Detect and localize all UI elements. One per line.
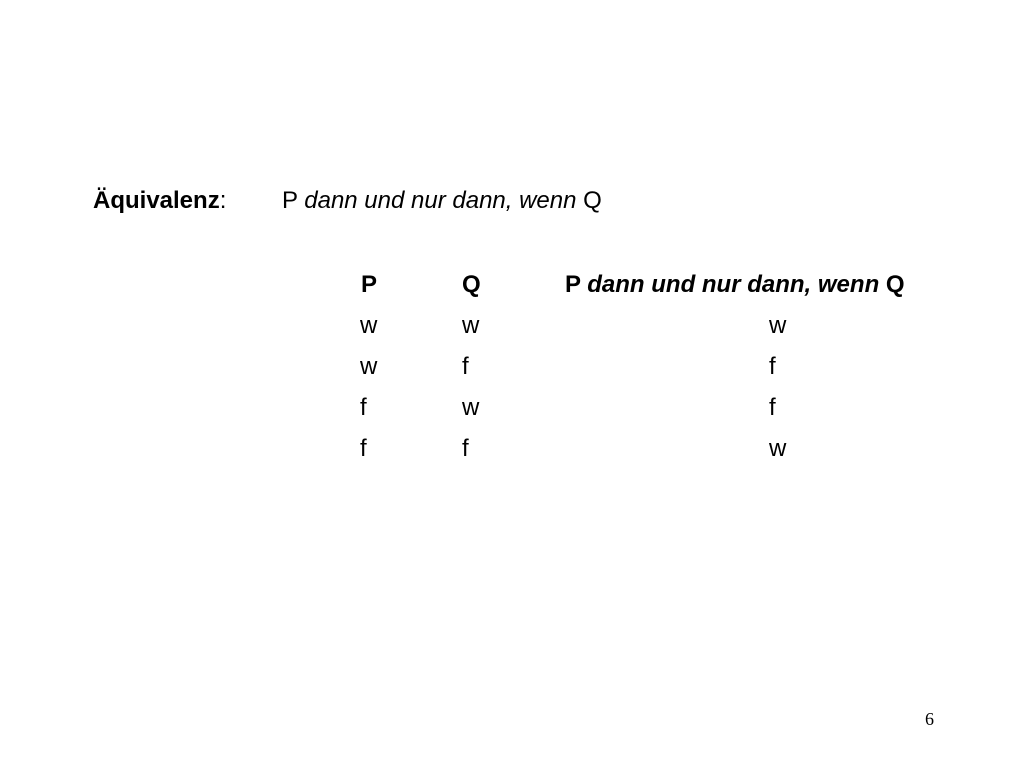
term-colon: : <box>219 187 227 214</box>
header-result-connective: dann und nur dann, wenn <box>587 271 880 298</box>
table-row-4-result: w <box>769 435 787 462</box>
header-result <box>565 270 905 300</box>
table-row-2-result: f <box>769 353 776 380</box>
slide-number: 6 <box>925 709 934 729</box>
header-p: P <box>361 271 378 298</box>
header-q: Q <box>462 271 481 298</box>
header-result-q: Q <box>885 271 905 298</box>
table-row-4-p: f <box>360 435 367 462</box>
table-row-1-result: w <box>769 312 787 339</box>
definition-text <box>282 186 602 216</box>
definition-heading <box>93 186 602 216</box>
definition-p: P <box>282 187 298 214</box>
table-row-1-q: w <box>462 312 480 339</box>
table-row-3-q: w <box>462 394 480 421</box>
term-label: Äquivalenz <box>93 187 220 214</box>
table-row-2-p: w <box>360 353 378 380</box>
definition-connective: dann und nur dann, wenn <box>304 187 577 214</box>
table-row-1-p: w <box>360 312 378 339</box>
header-result-p: P <box>565 271 581 298</box>
definition-q: Q <box>583 187 602 214</box>
table-row-2-q: f <box>462 353 469 380</box>
table-row-4-q: f <box>462 435 469 462</box>
table-row-3-result: f <box>769 394 776 421</box>
table-row-3-p: f <box>360 394 367 421</box>
